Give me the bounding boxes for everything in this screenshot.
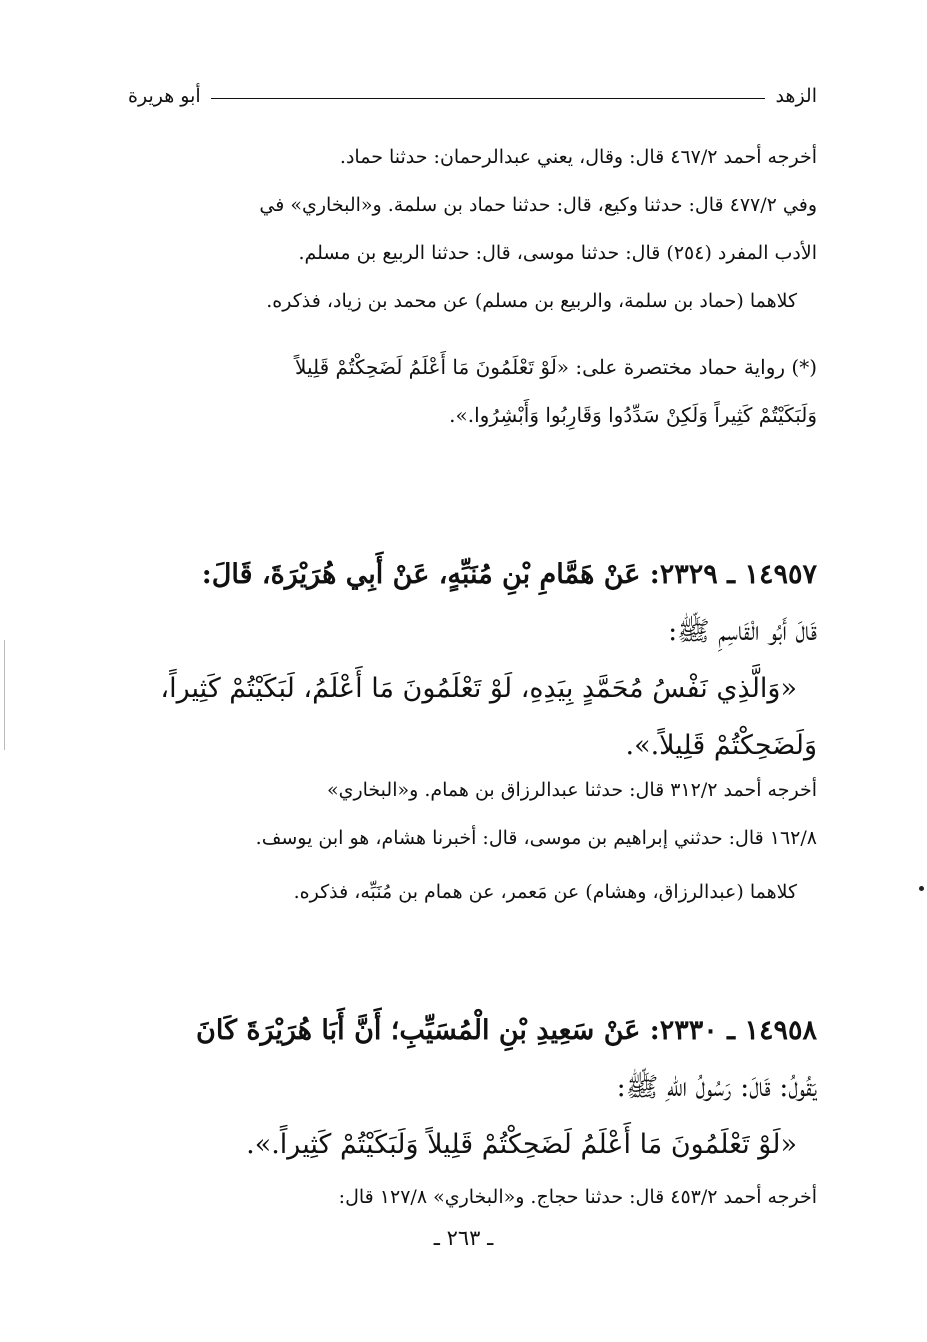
hadith-heading-line: ١٤٩٥٨ ـ ٢٣٣٠: عَنْ سَعِيدِ بْنِ الْمُسَيِّبِ؛ أَنَّ أَبَا هُرَيْرَةَ كَانَ [196,1015,817,1046]
takhrij-paragraph-2 [128,766,817,916]
hadith-text-14957 [128,546,817,774]
header-rule [211,98,766,99]
takhrij-line: أخرجه أحمد ٣١٢/٢ قال: حدثنا عبدالرزاق بن همام. و«البخاري» [326,779,817,801]
header-chapter-title: الزهد [775,85,817,107]
scan-margin-mark [919,886,924,891]
page-number: ـ ٢٦٣ ـ [433,1226,494,1250]
takhrij-paragraph-3 [128,1173,817,1221]
running-header [128,82,817,110]
footnote-line: وَلَبَكَيْتُمْ كَثِيراً وَلَكِنْ سَدِّدُوا وَقَارِبُوا وَأَبْشِرُوا.». [449,403,817,427]
takhrij-line: أخرجه أحمد ٤٥٣/٢ قال: حدثنا حجاج. و«البخاري» ١٢٧/٨ قال: [338,1186,817,1208]
footnote-line: (*) رواية حماد مختصرة على: «لَوْ تَعْلَمُونَ مَا أَعْلَمُ لَضَحِكْتُمْ قَلِيلاً [295,355,817,379]
hadith-line: «لَوْ تَعْلَمُونَ مَا أَعْلَمُ لَضَحِكْتُمْ قَلِيلاً وَلَبَكَيْتُمْ كَثِيراً.». [246,1129,797,1160]
hadith-line: «وَالَّذِي نَفْسُ مُحَمَّدٍ بِيَدِهِ، لَوْ تَعْلَمُونَ مَا أَعْلَمُ، لَبَكَيْتُمْ كَثِيراً، [160,673,797,704]
takhrij-summary: كلاهما (عبدالرزاق، وهشام) عن مَعمر، عن همام بن مُنَبِّه، فذكره. [293,881,797,903]
takhrij-line: أخرجه أحمد ٤٦٧/٢ قال: وقال، يعني عبدالرحمان: حدثنا حماد. [339,146,817,168]
hadith-heading-line: ١٤٩٥٧ ـ ٢٣٢٩: عَنْ هَمَّامِ بْنِ مُنَبِّهٍ، عَنْ أَبِي هُرَيْرَةَ، قَالَ: [201,559,817,590]
header-narrator-name: أبو هريرة [128,85,201,107]
hadith-line: يَقُولُ: قَالَ: رَسُولُ اللهِ ﷺ: [616,1072,817,1103]
hadith-line: قَالَ أَبُو الْقَاسِمِ ﷺ: [668,616,817,647]
takhrij-line: وفي ٤٧٧/٢ قال: حدثنا وكيع، قال: حدثنا حماد بن سلمة. و«البخاري» في [259,194,817,216]
takhrij-line: ١٦٢/٨ قال: حدثني إبراهيم بن موسى، قال: أخبرنا هشام، هو ابن يوسف. [255,827,817,849]
takhrij-paragraph-1 [128,133,817,325]
takhrij-summary: كلاهما (حماد بن سلمة، والربيع بن مسلم) عن محمد بن زياد، فذكره. [266,290,797,312]
hadith-text-14958 [128,1002,817,1173]
hadith-line: وَلَضَحِكْتُمْ قَلِيلاً.». [625,730,817,761]
footnote-paragraph [128,343,817,439]
scan-edge-line [4,640,5,750]
takhrij-line: الأدب المفرد (٢٥٤) قال: حدثنا موسى، قال: حدثنا الربيع بن مسلم. [298,242,817,264]
